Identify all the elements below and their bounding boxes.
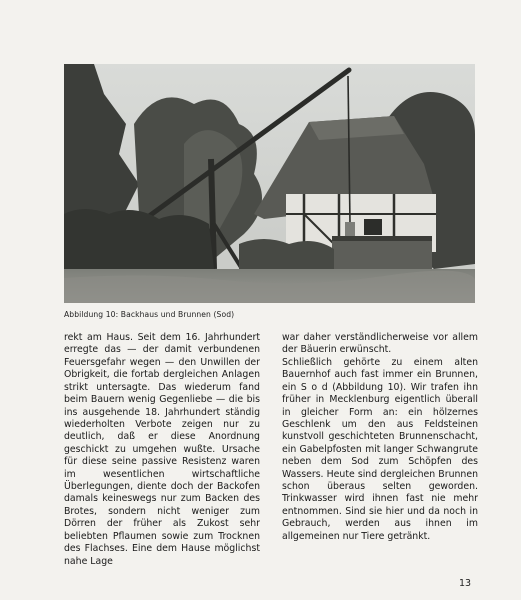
text-column-left — [64, 332, 260, 568]
page-number: 13 — [459, 578, 472, 589]
body-paragraph: Schließlich gehörte zu einem alten Bauernhof auch fast immer ein Brunnen, ein S o d (Abbildung 10). Wir trafen ihn früher in Mecklenburg eigentlich überall in gleicher Form an: ein hölzernes Geschlenk um den aus Feldsteinen kunstvoll geschichteten Brunnenschacht, ein Gabelpfosten mit langer Schwangrute neben dem Sod zum Schöpfen des Wassers. Heute sind dergleichen Brunnen schon überaus selten geworden. Trinkwasser wird ihnen fast nie mehr entnommen. Sind sie hier und da noch in Gebrauch, werden aus ihnen im allgemeinen nur Tiere getränkt. — [282, 356, 478, 542]
body-paragraph: rekt am Haus. Seit dem 16. Jahrhundert erregte das — der damit verbundenen Feuersgefahr wegen — den Unwillen der Obrigkeit, die fortab dergleichen Anlagen strikt untersagte. Das wiederum fand beim Bauern wenig Gegenliebe — die bis ins ausgehende 18. Jahrhundert ständig wiederholten Verbote zeigen nur zu deutlich, daß er diese Anordnung geschickt zu umgehen wußte. Ursache für diese seine passive Resistenz waren im wesentlichen wirtschaftliche Überlegungen, diente doch der Backofen damals keineswegs nur zum Backen des Brotes, sondern nicht weniger zum Dörren der früher als Zukost sehr beliebten Pflaumen sowie zum Trocknen des Flachses. Eine dem Hause möglichst nahe Lage — [64, 332, 260, 567]
figure-caption: Abbildung 10: Backhaus und Brunnen (Sod) — [64, 310, 235, 319]
body-paragraph: war daher verständlicherweise vor allem der Bäuerin erwünscht. — [282, 332, 478, 356]
photo-image — [64, 64, 475, 303]
photo-bakehouse-and-well — [64, 64, 475, 303]
text-column-right — [282, 332, 478, 543]
